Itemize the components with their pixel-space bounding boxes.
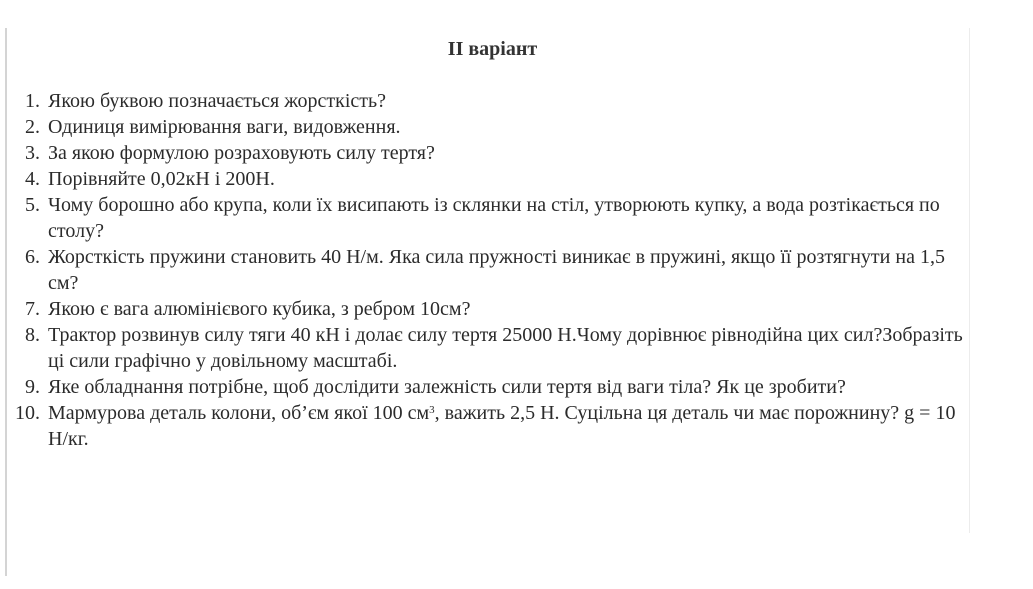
question-text: Жорсткість пружини становить 40 Н/м. Яка сила пружності виникає в пружині, якщо її розтягнути на 1,5 см? xyxy=(48,246,945,294)
question-7 xyxy=(10,296,970,322)
cubic-exponent: 3 xyxy=(429,404,435,416)
question-5 xyxy=(10,192,970,244)
question-text: Трактор розвинув силу тяги 40 кН і долає силу тертя 25000 Н.Чому дорівнює рівнодійна цих сил?Зобразіть ці сили графічно у довільному масштабі. xyxy=(48,324,963,372)
question-number: 4. xyxy=(25,168,40,190)
question-number: 8. xyxy=(25,324,40,346)
variant-title: II варіант xyxy=(447,38,538,60)
question-number: 2. xyxy=(25,116,40,138)
question-number: 7. xyxy=(25,298,40,320)
question-text: Якою буквою позначається жорсткість? xyxy=(48,90,387,112)
question-text: Порівняйте 0,02кН і 200Н. xyxy=(48,168,275,190)
question-number: 9. xyxy=(25,376,40,398)
question-10 xyxy=(10,400,970,452)
question-text-part: Мармурова деталь колони, об’єм якої 100 см xyxy=(48,402,430,424)
question-text: Чому борошно або крупа, коли їх висипають із склянки на стіл, утворюють купку, а вода розтікається по столу? xyxy=(48,194,940,242)
question-6 xyxy=(10,244,970,296)
question-2 xyxy=(10,114,970,140)
question-text: Одиниця вимірювання ваги, видовження. xyxy=(48,116,401,138)
question-8 xyxy=(10,322,970,374)
question-text: Яке обладнання потрібне, щоб дослідити залежність сили тертя від ваги тіла? Як це зробити? xyxy=(48,376,846,398)
question-text: За якою формулою розраховують силу тертя? xyxy=(48,142,435,164)
question-number: 6. xyxy=(25,246,40,268)
question-number: 1. xyxy=(25,90,40,112)
question-list xyxy=(10,88,970,452)
question-9 xyxy=(10,374,970,400)
question-3 xyxy=(10,140,970,166)
question-text xyxy=(48,400,970,452)
question-number: 3. xyxy=(25,142,40,164)
question-text: Якою є вага алюмінієвого кубика, з ребром 10см? xyxy=(48,298,471,320)
question-4 xyxy=(10,166,970,192)
question-number: 5. xyxy=(25,194,40,216)
question-text-part: , важить 2,5 Н. Суцільна ця деталь чи має порожнину? g = 10 Н/кг. xyxy=(48,402,956,450)
page-left-border xyxy=(5,28,7,576)
question-1 xyxy=(10,88,970,114)
question-number: 10. xyxy=(15,402,40,424)
